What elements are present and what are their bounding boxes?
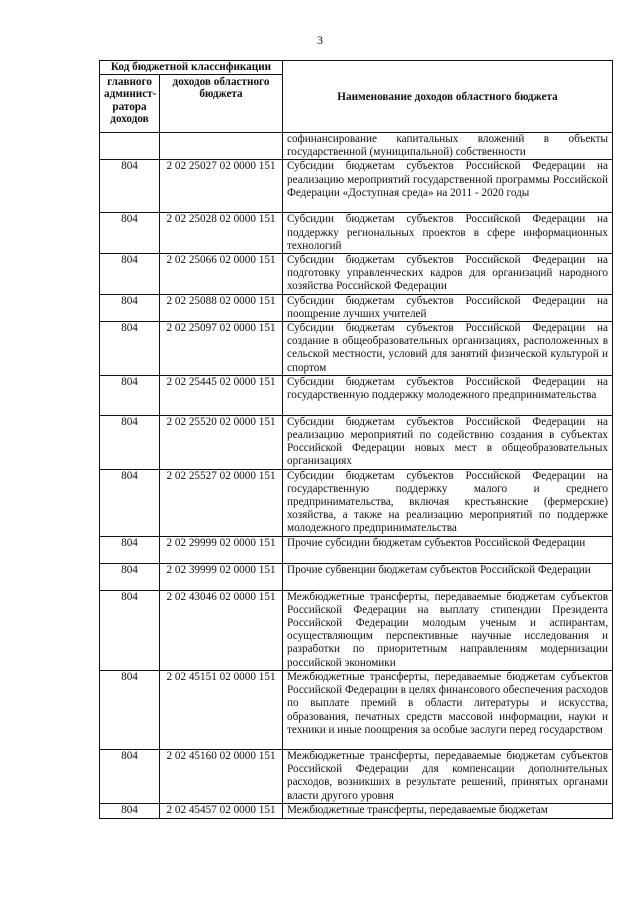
admin-code-cell: 804	[100, 670, 160, 749]
income-code-cell: 2 02 25088 02 0000 151	[160, 294, 283, 321]
admin-code-cell: 804	[100, 749, 160, 803]
income-name-cell: Межбюджетные трансферты, передаваемые бюджетам субъектов Российской Федерации для компенсации дополнительных расходов, возникших в результате решений, принятых органами власти другого уровня	[283, 749, 613, 803]
admin-code-cell: 804	[100, 803, 160, 818]
budget-classification-table-container	[99, 60, 612, 819]
header-regional-income-code: доходов областного бюджета	[160, 75, 283, 133]
income-code-cell: 2 02 25520 02 0000 151	[160, 415, 283, 469]
income-name-cell: Субсидии бюджетам субъектов Российской Федерации на государственную поддержку молодежного предпринимательства	[283, 375, 613, 415]
table-row	[100, 590, 613, 670]
table-row	[100, 322, 613, 376]
income-code-cell: 2 02 25028 02 0000 151	[160, 213, 283, 254]
income-name-cell: Субсидии бюджетам субъектов Российской Федерации на государственную поддержку малого и среднего предпринимательства, включая крестьянские (фермерские) хозяйства, а также на реализацию мероприятий по поддержке молодежного предпринимательства	[283, 469, 613, 536]
admin-code-cell: 804	[100, 213, 160, 254]
income-name-cell: Межбюджетные трансферты, передаваемые бюджетам субъектов Российской Федерации на выплату стипендии Президента Российской Федерации молодым ученым и аспирантам, осуществляющим перспективные научные исследования и разработки по приоритетным направлениям модернизации российской экономики	[283, 590, 613, 670]
income-code-cell: 2 02 29999 02 0000 151	[160, 536, 283, 563]
income-name-cell: Субсидии бюджетам субъектов Российской Федерации на поддержку региональных проектов в сфере информационных технологий	[283, 213, 613, 254]
admin-code-cell: 804	[100, 590, 160, 670]
income-code-cell	[160, 133, 283, 160]
admin-code-cell: 804	[100, 375, 160, 415]
table-row	[100, 294, 613, 321]
admin-code-cell: 804	[100, 563, 160, 590]
admin-code-cell	[100, 133, 160, 160]
header-group-budget-classification: Код бюджетной классификации	[100, 61, 283, 75]
income-name-cell: софинансирование капитальных вложений в объекты государственной (муниципальной) собственности	[283, 133, 613, 160]
admin-code-cell: 804	[100, 254, 160, 295]
income-name-cell: Субсидии бюджетам субъектов Российской Федерации на подготовку управленческих кадров для организаций народного хозяйства Российской Федерации	[283, 254, 613, 295]
table-row	[100, 133, 613, 160]
income-name-cell: Субсидии бюджетам субъектов Российской Федерации на реализацию мероприятий по содействию создания в субъектах Российской Федерации новых мест в общеобразовательных организациях	[283, 415, 613, 469]
table-row	[100, 536, 613, 563]
table-row	[100, 563, 613, 590]
admin-code-cell: 804	[100, 294, 160, 321]
table-row	[100, 670, 613, 749]
admin-code-cell: 804	[100, 415, 160, 469]
table-row	[100, 803, 613, 818]
income-code-cell: 2 02 25527 02 0000 151	[160, 469, 283, 536]
income-name-cell: Межбюджетные трансферты, передаваемые бюджетам	[283, 803, 613, 818]
income-name-cell: Прочие субсидии бюджетам субъектов Российской Федерации	[283, 536, 613, 563]
income-name-cell: Субсидии бюджетам субъектов Российской Федерации на создание в общеобразовательных организациях, расположенных в сельской местности, условий для занятий физической культурой и спортом	[283, 322, 613, 376]
table-row	[100, 749, 613, 803]
income-name-cell: Субсидии бюджетам субъектов Российской Федерации на поощрение лучших учителей	[283, 294, 613, 321]
table-row	[100, 213, 613, 254]
income-code-cell: 2 02 25445 02 0000 151	[160, 375, 283, 415]
header-income-name: Наименование доходов областного бюджета	[283, 61, 613, 133]
table-row	[100, 469, 613, 536]
income-code-cell: 2 02 25066 02 0000 151	[160, 254, 283, 295]
header-chief-administrator: главного админист-ратора доходов	[100, 75, 160, 133]
income-code-cell: 2 02 45160 02 0000 151	[160, 749, 283, 803]
table-row	[100, 375, 613, 415]
admin-code-cell: 804	[100, 536, 160, 563]
table-row	[100, 415, 613, 469]
admin-code-cell: 804	[100, 322, 160, 376]
income-name-cell: Субсидии бюджетам субъектов Российской Федерации на реализацию мероприятий государственной программы Российской Федерации «Доступная среда» на 2011 - 2020 годы	[283, 160, 613, 213]
table-row	[100, 160, 613, 213]
income-code-cell: 2 02 45151 02 0000 151	[160, 670, 283, 749]
income-code-cell: 2 02 43046 02 0000 151	[160, 590, 283, 670]
page-number: 3	[317, 33, 323, 47]
income-name-cell: Межбюджетные трансферты, передаваемые бюджетам субъектов Российской Федерации в целях финансового обеспечения расходов по выплате премий в области литературы и искусства, образования, печатных средств массовой информации, науки и техники и иные поощрения за особые заслуги перед государством	[283, 670, 613, 749]
income-code-cell: 2 02 25027 02 0000 151	[160, 160, 283, 213]
income-code-cell: 2 02 25097 02 0000 151	[160, 322, 283, 376]
admin-code-cell: 804	[100, 160, 160, 213]
admin-code-cell: 804	[100, 469, 160, 536]
income-code-cell: 2 02 39999 02 0000 151	[160, 563, 283, 590]
table-row	[100, 254, 613, 295]
income-code-cell: 2 02 45457 02 0000 151	[160, 803, 283, 818]
income-name-cell: Прочие субвенции бюджетам субъектов Российской Федерации	[283, 563, 613, 590]
budget-classification-table	[99, 60, 613, 819]
